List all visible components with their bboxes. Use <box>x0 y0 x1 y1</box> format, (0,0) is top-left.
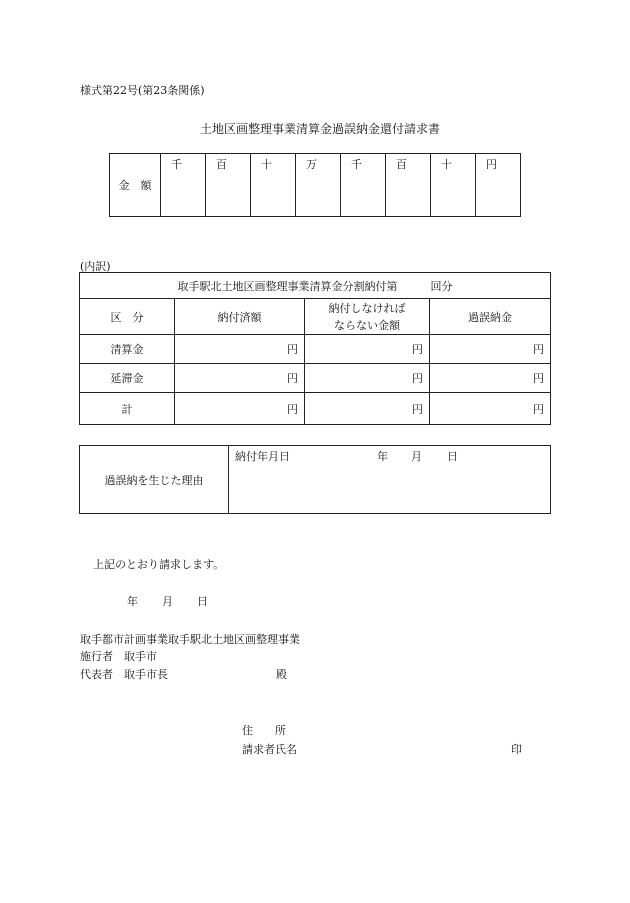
date-month-label: 月 <box>162 595 173 608</box>
digit-cell[interactable]: 百 <box>386 154 431 217</box>
request-statement: 上記のとおり請求します。 <box>93 558 225 571</box>
digit-cell[interactable]: 十 <box>251 154 296 217</box>
digit-cell[interactable]: 百 <box>206 154 251 217</box>
row-label: 清算金 <box>80 335 175 364</box>
date-year-label: 年 <box>127 595 138 608</box>
table-row <box>80 364 551 393</box>
reason-label: 過誤納を生じた理由 <box>80 446 229 514</box>
header-unpaid <box>305 299 430 335</box>
table-row <box>80 335 551 364</box>
digit-cell[interactable]: 円 <box>476 154 521 217</box>
applicant-address-label: 住 所 <box>242 724 286 737</box>
paid-amount-cell[interactable]: 円 <box>175 335 305 364</box>
header-category: 区 分 <box>80 299 175 335</box>
breakdown-caption: 取手駅北土地区画整理事業清算金分割納付第 回分 <box>80 273 551 299</box>
breakdown-table <box>79 272 551 425</box>
header-unpaid-line2: ならない金額 <box>334 318 400 332</box>
honorific: 殿 <box>276 668 287 681</box>
unpaid-amount-cell[interactable]: 円 <box>305 335 430 364</box>
row-label: 計 <box>80 393 175 425</box>
table-row <box>80 393 551 425</box>
amount-label: 金 額 <box>110 154 161 217</box>
payment-year-label: 年 <box>377 450 388 463</box>
overpaid-amount-cell[interactable]: 円 <box>430 393 551 425</box>
seal-mark: 印 <box>511 743 522 756</box>
unpaid-amount-cell[interactable]: 円 <box>305 393 430 425</box>
document-title: 土地区画整理事業清算金過誤納金還付請求書 <box>200 122 441 136</box>
header-overpaid: 過誤納金 <box>430 299 551 335</box>
date-day-label: 日 <box>197 595 208 608</box>
project-name: 取手都市計画事業取手駅北土地区画整理事業 <box>80 633 300 646</box>
unpaid-amount-cell[interactable]: 円 <box>305 364 430 393</box>
reason-table <box>79 445 551 514</box>
overpaid-amount-cell[interactable]: 円 <box>430 364 551 393</box>
payment-date-label: 納付年月日 <box>235 450 290 463</box>
digit-cell[interactable]: 千 <box>341 154 386 217</box>
overpaid-amount-cell[interactable]: 円 <box>430 335 551 364</box>
breakdown-heading: (内訳) <box>80 260 111 273</box>
paid-amount-cell[interactable]: 円 <box>175 364 305 393</box>
row-label: 延滞金 <box>80 364 175 393</box>
header-paid: 納付済額 <box>175 299 305 335</box>
digit-cell[interactable]: 万 <box>296 154 341 217</box>
applicant-name-label: 請求者氏名 <box>242 743 297 756</box>
digit-cell[interactable]: 千 <box>161 154 206 217</box>
payment-day-label: 日 <box>447 450 458 463</box>
digit-cell[interactable]: 十 <box>431 154 476 217</box>
payment-month-label: 月 <box>411 450 422 463</box>
header-unpaid-line1: 納付しなければ <box>328 301 406 315</box>
reason-field[interactable] <box>229 446 551 514</box>
operator: 施行者 取手市 <box>80 650 157 663</box>
form-number: 様式第22号(第23条関係) <box>80 84 205 97</box>
paid-amount-cell[interactable]: 円 <box>175 393 305 425</box>
amount-table <box>109 153 521 217</box>
representative: 代表者 取手市長 <box>80 668 168 681</box>
